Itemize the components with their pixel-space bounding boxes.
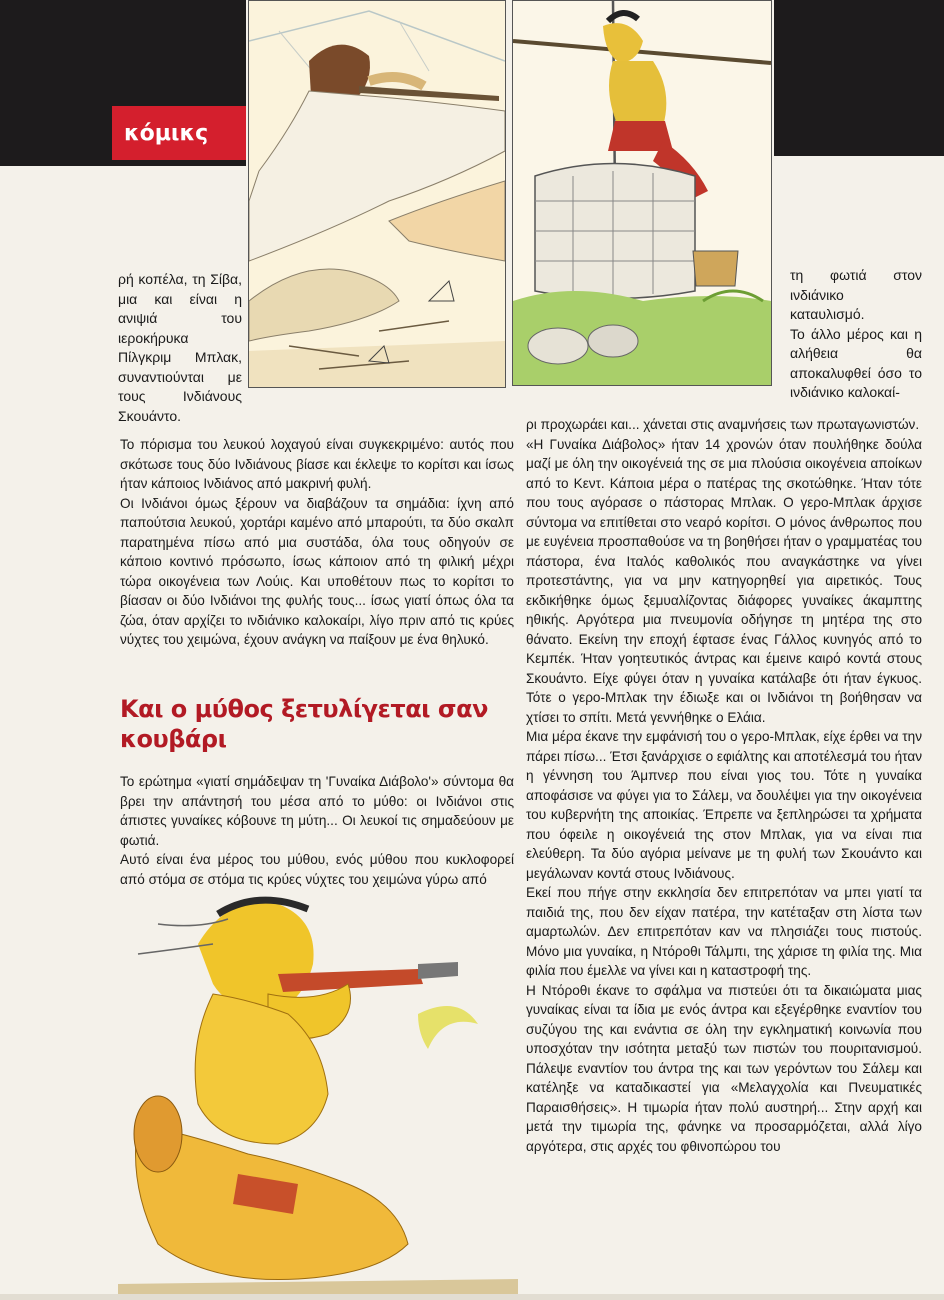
comic-panel-woman-rifle [248,0,506,388]
article-column-left-mid [120,772,514,889]
intro-paragraph-right: τη φωτιά στον ινδιάνικο καταυλισμό. [790,267,922,322]
page-bottom-edge [0,1294,944,1300]
intro-paragraph-right-2: Το άλλο μέρος και η αλήθεια θα αποκαλυφθεί όσο το ινδιάνικο καλοκαί- [790,325,922,400]
comic-illustration-well [513,1,771,385]
header-dark-band-right [774,0,944,156]
intro-text-right [790,266,922,403]
paragraph: Εκεί που πήγε στην εκκλησία δεν επιτρεπόταν να μπει γιατί τα παιδιά της, που δεν είχαν πατέρα, την κατέταξαν στη λίστα των αμαρτωλών. Δεν επιτρεπόταν καν να πλησιάζει τους πιστούς. Μόνο μια γυναίκα, η Ντόροθι Τάλμπι, της χάρισε τη φιλία της. Μια φιλία που έμελλε να γίνει και η καταστροφή της. [526,885,922,978]
article-column-right [526,415,922,1156]
paragraph: Αυτό είναι ένα μέρος του μύθου, ενός μύθου που κυκλοφορεί από στόμα σε στόμα τις κρύες νύχτες του χειμώνα γύρω από [120,852,514,887]
paragraph: Το πόρισμα του λευκού λοχαγού είναι συγκεκριμένο: αυτός που σκότωσε τους δύο Ινδιάνους βίασε και έκλεψε το κορίτσι και ίσως ήταν κάποιος Ινδιάνος από μακρινή φυλή. [120,437,514,491]
section-label: κόμικς [124,120,209,146]
article-column-left [120,435,514,650]
section-tag [112,106,246,160]
paragraph: Η Ντόροθι έκανε το σφάλμα να πιστεύει ότι τα δικαιώματα μιας γυναίκας είναι τα ίδια με ενός άντρα και εξεγέρθηκε εναντίον του συζύγου της και ενάντια σε όλη την εγκληματική κοινωνία που υποσχόταν την ισότητα μεταξύ των πιστών του πουριτανισμού. Πάλεψε εναντίον του άντρα της και των γερόντων του Σάλεμ και κατέληξε να καταδικαστεί για «Μελαγχολία και Πνευματικές Παραισθήσεις». Η τιμωρία ήταν πολύ αυστηρή... Στην αρχή και μετά την τιμωρία της, φάνηκε να προσαρμόζεται, αλλά λίγο αργότερα, στις αρχές του φθινοπώρου του [526,982,922,1154]
comic-panel-kneeling-warrior [118,884,518,1294]
paragraph: Μια μέρα έκανε την εμφάνισή του ο γερο-Μπλακ, είχε έρθει να την πάρει πίσω... Έτσι ξανάρχισε ο εφιάλτης και αποτέλεσμά του ήταν η γέννηση του Άμπνερ που είναι γιος του. Τότε η γυναίκα αποφάσισε να φύγει για το Σάλεμ, να δουλέψει για την οικογένεια του κυβερνήτη της αποικίας. Έπρεπε να ξεπληρώσει τα χρήματα που όφειλε η οικογένειά της στον Μπλακ, για να είναι πια ελεύθερη. Τα δύο αγόρια μείνανε με τη φυλή των Σκουάντο και μεγάλωναν κοντά στους Ινδιάνους. [526,729,922,881]
comic-illustration-woman [249,1,505,387]
paragraph: Οι Ινδιάνοι όμως ξέρουν να διαβάζουν τα σημάδια: ίχνη από παπούτσια λευκού, χορτάρι καμένο από μπαρούτι, τα δύο σκαλπ παρατημένα πίσω από μια συστάδα, όλα τους οδηγούν σε κάποιο κοντινό πρόσωπο, ίσως κάποιον από τη φιλική μέχρι τώρα οικογένεια των Λούις. Και υποθέτουν πως το κορίτσι το βίασαν οι δύο Ινδιάνοι της φυλής τους... ίσως γιατί όπως όλα τα ζώα, όταν αρχίζει το ινδιάνικο καλοκαίρι, λίγο πριν από τις κρύες νύχτες του χειμώνα, έχουν ανάγκη να παίξουν με ένα θηλυκό. [120,495,514,647]
paragraph: «Η Γυναίκα Διάβολος» ήταν 14 χρονών όταν πουλήθηκε δούλα μαζί με όλη την οικογένειά της σε μια πλούσια οικογένεια αποίκων από το Κεντ. Κάποια μέρα ο πατέρας της σκοτώθηκε. Ήταν τότε που τους αγόρασε ο πάστορας Μπλακ. Ο γερο-Μπλακ άρχισε σύντομα να επιτίθεται στο νεαρό κορίτσι. Ο μόνος άνθρωπος που με ευγένεια προσπαθούσε να τη βοηθήσει ήταν ο γραμματέας του πάστορα, ένα Ιταλός καθολικός που αναγκάστηκε να γίνει προτεστάντης, για να μην κατηγορηθεί για αιρετικός. Τους εκδικήθηκε όμως ξεμυαλίζοντας διάφορες γυναίκες άκαμπτης ηθικής. Αργότερα μια πνευμονία οδήγησε τη μητέρα της στο θάνατο. Εκείνη την εποχή έφτασε ένας Γάλλος κυνηγός από το Κεμπέκ. Ήταν γοητευτικός άντρας και έμεινε καιρό κοντά στους Σκουάντο. Είχε φύγει όταν η γυναίκα κατάλαβε ότι ήταν έγκυος. Τότε ο γερο-Μπλακ την έδιωξε και οι Ινδιάνοι τη βοήθησαν να χτίσει το σπίτι. Μετά γεννήθηκε ο Ελάια. [526,436,922,725]
comic-illustration-warrior [118,884,518,1294]
comic-panel-man-on-well [512,0,772,386]
section-headline: Και ο μύθος ξετυλίγεται σαν κουβάρι [120,695,488,753]
paragraph: ρι προχωράει και... χάνεται στις αναμνήσεις των πρωταγωνιστών. [526,417,920,432]
intro-paragraph-left: ρή κοπέλα, τη Σίβα, μια και είναι η ανιψιά του ιεροκήρυκα Πίλγκριμ Μπλακ, συναντιούνται με τους Ινδιάνους Σκουάντο. [118,271,242,424]
intro-text-left [118,270,242,426]
paragraph: Το ερώτημα «γιατί σημάδεψαν τη 'Γυναίκα Διάβολο'» σύντομα θα βρει την απάντησή του μέσα από το μύθο: οι Ινδιάνοι στις άπιστες γυναίκες κόβουνε τη μύτη... Οι λευκοί τις σημαδεύουν με φωτιά. [120,774,514,848]
